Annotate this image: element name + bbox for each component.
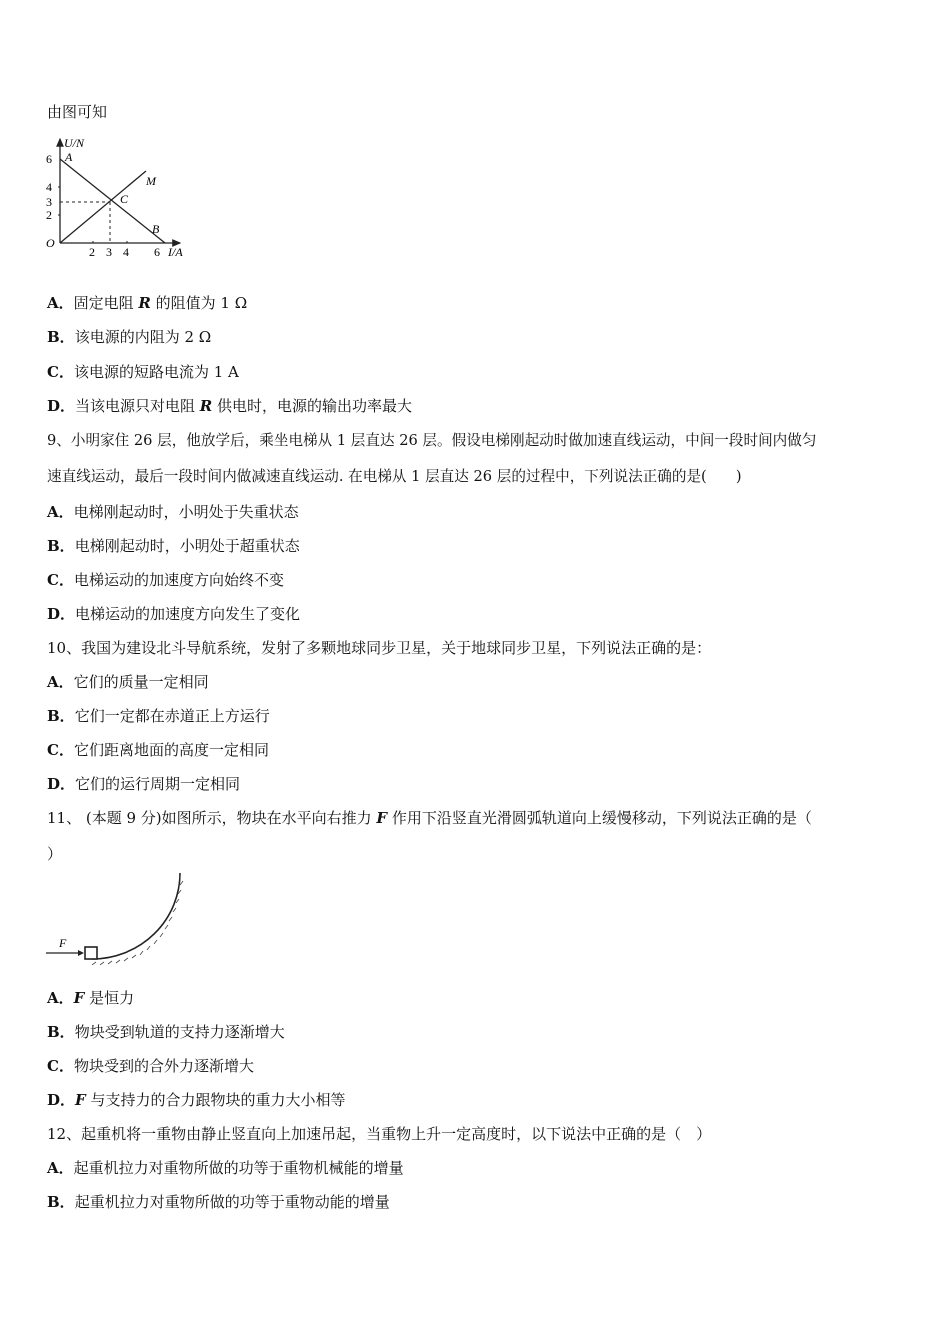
q11-stem-line1: 11、 (本题 9 分)如图所示，物块在水平向右推力 F 作用下沿竖直光滑圆弧轨道向上缓慢移动，下列说法正确的是（: [47, 809, 812, 827]
q9-stem-line1: 9、小明家住 26 层，他放学后，乘坐电梯从 1 层直达 26 层。假设电梯刚起动时做加速直线运动，中间一段时间内做匀: [47, 432, 817, 449]
x-axis-label: I/A: [168, 245, 183, 259]
q12-option-b: B．起重机拉力对重物所做的功等于重物动能的增量: [47, 1193, 390, 1211]
q9-option-c: C．电梯运动的加速度方向始终不变: [47, 571, 284, 589]
q8-option-d: D．当该电源只对电阻 R 供电时，电源的输出功率最大: [47, 397, 413, 415]
x-tick-3: 3: [106, 245, 112, 259]
point-b-label: B: [152, 222, 160, 236]
q8-option-a: A．固定电阻 R 的阻值为 1 Ω: [47, 294, 248, 312]
q10-stem: 10、我国为建设北斗导航系统，发射了多颗地球同步卫星，关于地球同步卫星，下列说法正确的是：: [47, 639, 712, 657]
q9-stem-line2: 速直线运动，最后一段时间内做减速直线运动. 在电梯从 1 层直达 26 层的过程中，下列说法正确的是( ): [47, 468, 742, 485]
point-m-label: M: [146, 174, 156, 188]
q10-option-b: B．它们一定都在赤道正上方运行: [47, 707, 270, 725]
y-tick-3: 3: [46, 195, 52, 209]
q8-option-c: C．该电源的短路电流为 1 A: [47, 363, 239, 381]
x-tick-2: 2: [89, 245, 95, 259]
origin-label: O: [46, 236, 55, 250]
y-axis-label: U/N: [64, 136, 85, 150]
q12-stem: 12、起重机将一重物由静止竖直向上加速吊起，当重物上升一定高度时，以下说法中正确的是（ ）: [47, 1125, 712, 1143]
q8-option-b: B．该电源的内阻为 2 Ω: [47, 328, 212, 346]
q12-option-a: A．起重机拉力对重物所做的功等于重物机械能的增量: [47, 1159, 404, 1177]
arc-track: [92, 873, 180, 959]
point-c-label: C: [120, 192, 129, 206]
intro-text: 由图可知: [47, 103, 108, 121]
q10-option-c: C．它们距离地面的高度一定相同: [47, 741, 269, 759]
q11-option-a: A．F 是恒力: [47, 989, 135, 1007]
q11-stem-line2: ）: [47, 845, 63, 863]
q9-option-b: B．电梯刚起动时，小明处于超重状态: [47, 537, 300, 555]
y-tick-2: 2: [46, 208, 52, 222]
point-a-label: A: [65, 150, 73, 164]
u-i-graph: [40, 133, 200, 263]
x-tick-4: 4: [123, 245, 129, 259]
q11-option-c: C．物块受到的合外力逐渐增大: [47, 1057, 254, 1075]
q9-option-a: A．电梯刚起动时，小明处于失重状态: [47, 503, 299, 521]
q9-option-d: D．电梯运动的加速度方向发生了变化: [47, 605, 301, 623]
q11-option-d: D．F 与支持力的合力跟物块的重力大小相等: [47, 1091, 346, 1109]
y-tick-4: 4: [46, 180, 52, 194]
line-om: [60, 171, 146, 243]
force-label: F: [59, 936, 67, 950]
y-tick-6: 6: [46, 152, 52, 166]
x-tick-6: 6: [154, 245, 160, 259]
arc-track-figure: [44, 873, 194, 965]
q10-option-a: A．它们的质量一定相同: [47, 673, 209, 691]
q11-option-b: B．物块受到轨道的支持力逐渐增大: [47, 1023, 285, 1041]
q10-option-d: D．它们的运行周期一定相同: [47, 775, 241, 793]
block: [85, 947, 97, 959]
